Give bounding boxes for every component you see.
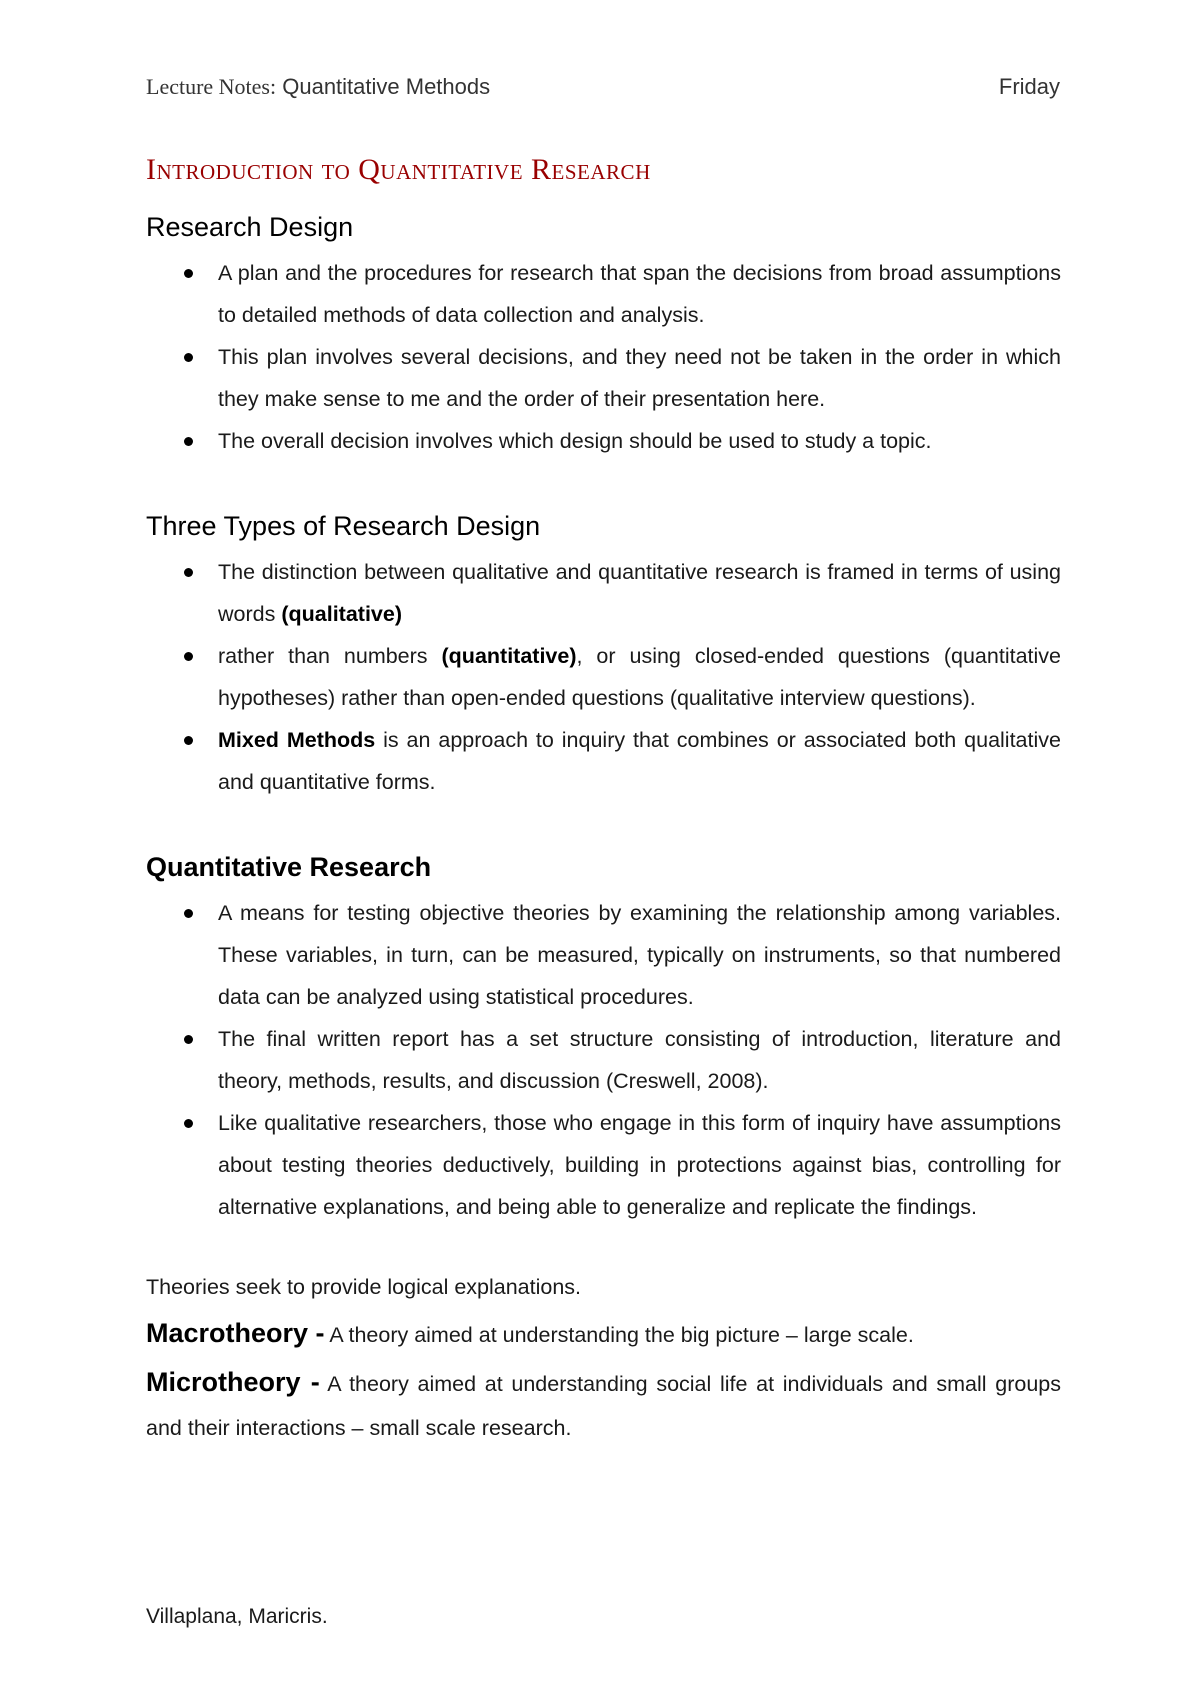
list-item-text: rather than numbers	[218, 644, 428, 668]
list-item-text: Like qualitative researchers, those who engage in this form of inquiry have assumptions about testing theories deductively, building in protections against bias, controlling for alternative explanations, and being able to generalize and replicate the findings.	[218, 1111, 1061, 1219]
microtheory-definition	[146, 1360, 1061, 1450]
bold-term: Mixed Methods	[218, 728, 376, 752]
list-item-text: is an approach to inquiry that combines or associated both qualitative and quantitative forms.	[218, 728, 1061, 794]
microtheory-term: Microtheory -	[146, 1367, 320, 1397]
heading-quantitative-research: Quantitative Research	[146, 852, 432, 882]
macrotheory-text: A theory aimed at understanding the big picture – large scale.	[329, 1323, 914, 1347]
bullet-icon	[184, 437, 193, 446]
theories-intro: Theories seek to provide logical explanations.	[146, 1275, 582, 1299]
header-day: Friday	[998, 74, 1060, 99]
list-item	[218, 1102, 1061, 1228]
header-course-title	[146, 74, 490, 100]
bullet-icon	[184, 736, 193, 745]
list-item	[218, 420, 1061, 462]
document-title: Introduction to Quantitative Research	[146, 153, 651, 186]
three-types-list	[146, 551, 1061, 803]
bold-term: (quantitative)	[441, 644, 577, 668]
bullet-icon	[184, 568, 193, 577]
list-item	[218, 252, 1061, 336]
list-item	[218, 719, 1061, 803]
list-item	[218, 892, 1061, 1018]
header-title: Quantitative Methods	[282, 74, 491, 99]
microtheory-text: A theory aimed at understanding social life at individuals and small groups and their interactions – small scale research.	[146, 1372, 1061, 1440]
bold-term: (qualitative)	[281, 602, 402, 626]
header-prefix: Lecture Notes:	[146, 74, 277, 99]
list-item-text: The final written report has a set structure consisting of introduction, literature and theory, methods, results, and discussion (Creswell, 2008).	[218, 1027, 1061, 1093]
bullet-icon	[184, 1035, 193, 1044]
list-item	[218, 635, 1061, 719]
list-item-text: The distinction between qualitative and quantitative research is framed in terms of using words	[218, 560, 1061, 626]
document-body	[146, 150, 1061, 1450]
list-item	[218, 336, 1061, 420]
list-item-text: , or using closed-ended questions (quantitative hypotheses) rather than open-ended questions (qualitative interview questions).	[218, 644, 1061, 710]
bullet-icon	[184, 652, 193, 661]
list-item-text: This plan involves several decisions, and they need not be taken in the order in which they make sense to me and the order of their presentation here.	[218, 345, 1061, 411]
list-item-text: The overall decision involves which design should be used to study a topic.	[218, 429, 932, 453]
list-item-text: A means for testing objective theories by examining the relationship among variables. These variables, in turn, can be measured, typically on instruments, so that numbered data can be analyzed using statistical procedures.	[218, 901, 1061, 1009]
heading-three-types: Three Types of Research Design	[146, 511, 541, 541]
macrotheory-term: Macrotheory -	[146, 1318, 325, 1348]
page-footer-author: Villaplana, Maricris.	[146, 1605, 328, 1628]
list-item	[218, 551, 1061, 635]
heading-research-design: Research Design	[146, 212, 354, 242]
bullet-icon	[184, 269, 193, 278]
research-design-list	[146, 252, 1061, 462]
bullet-icon	[184, 909, 193, 918]
macrotheory-definition	[146, 1308, 1061, 1360]
list-item	[218, 1018, 1061, 1102]
list-item-text: A plan and the procedures for research that span the decisions from broad assumptions to detailed methods of data collection and analysis.	[218, 261, 1061, 327]
bullet-icon	[184, 1119, 193, 1128]
quantitative-research-list	[146, 892, 1061, 1228]
bullet-icon	[184, 353, 193, 362]
page-header	[146, 74, 1060, 104]
